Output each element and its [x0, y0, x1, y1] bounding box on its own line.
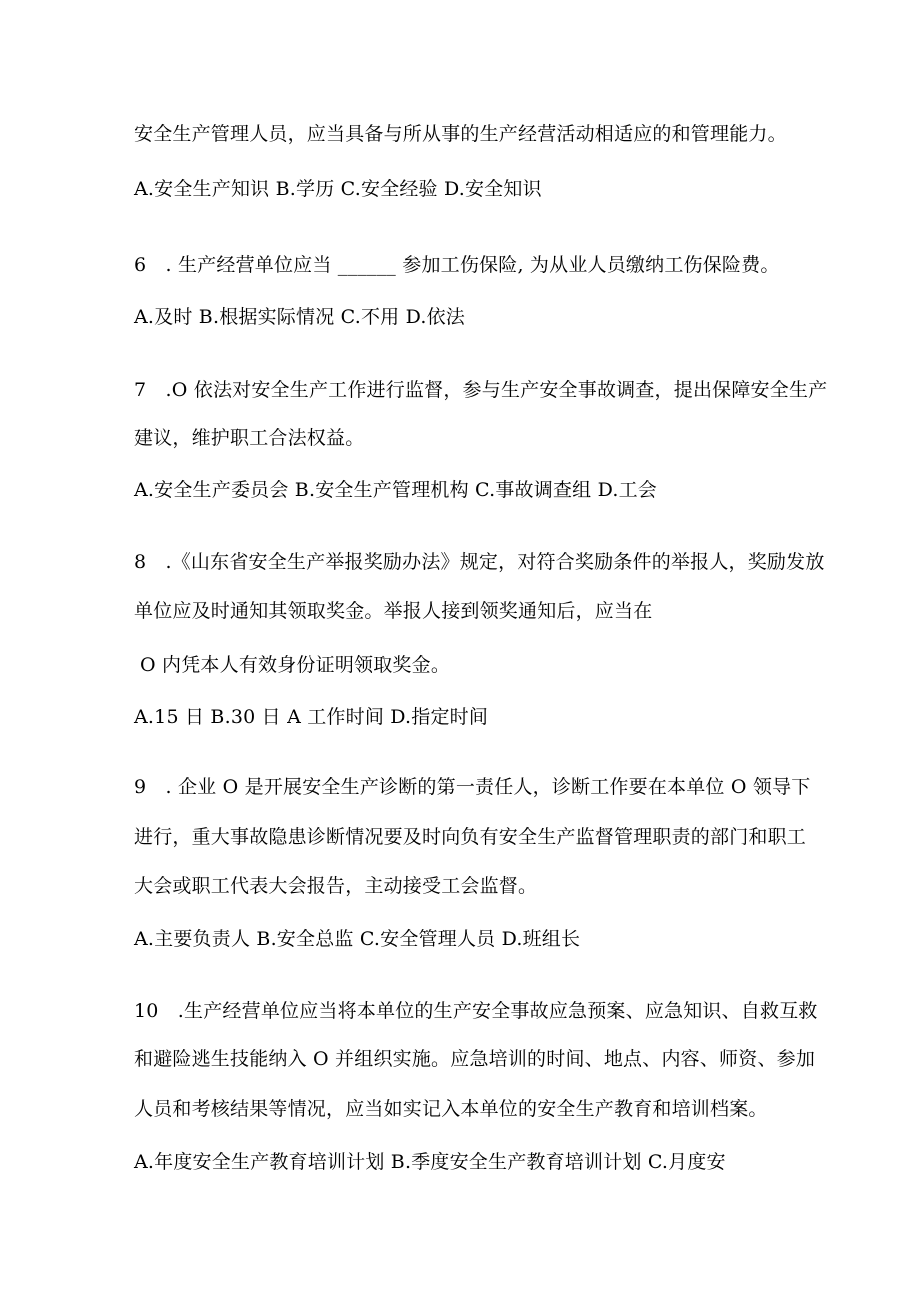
question-9-stem-line-2: 进行，重大事故隐患诊断情况要及时向负有安全生产监督管理职责的部门和职工 [134, 826, 807, 848]
question-10-stem-line-3: 人员和考核结果等情况，应当如实记入本单位的安全生产教育和培训档案。 [134, 1098, 768, 1120]
question-5-options: A.安全生产知识 B.学历 C.安全经验 D.安全知识 [134, 178, 542, 200]
question-9-stem-line-3: 大会或职工代表大会报告，主动接受工会监督。 [134, 875, 538, 897]
question-6-stem: 6 . 生产经营单位应当 ______ 参加工伤保险, 为从业人员缴纳工伤保险费。 [134, 254, 780, 276]
question-5-stem: 安全生产管理人员，应当具备与所从事的生产经营活动相适应的和管理能力。 [134, 123, 787, 145]
question-8-options: A.15 日 B.30 日 A 工作时间 D.指定时间 [134, 706, 489, 728]
question-10-stem-line-2: 和避险逃生技能纳入 O 并组织实施。应急培训的时间、地点、内容、师资、参加 [134, 1048, 816, 1070]
question-8-stem-line-2: 单位应及时通知其领取奖金。举报人接到领奖通知后，应当在 [134, 600, 653, 622]
question-9-stem-line-1: 9 . 企业 O 是开展安全生产诊断的第一责任人，诊断工作要在本单位 O 领导下 [134, 776, 811, 798]
question-7-options: A.安全生产委员会 B.安全生产管理机构 C.事故调查组 D.工会 [134, 479, 657, 501]
question-7-stem-line-2: 建议，维护职工合法权益。 [134, 427, 365, 449]
question-9-options: A.主要负责人 B.安全总监 C.安全管理人员 D.班组长 [134, 928, 581, 950]
question-8-stem-line-3: O 内凭本人有效身份证明领取奖金。 [140, 654, 451, 676]
question-7-stem-line-1: 7 .O 依法对安全生产工作进行监督，参与生产安全事故调查，提出保障安全生产 [134, 379, 828, 401]
question-10-options: A.年度安全生产教育培训计划 B.季度安全生产教育培训计划 C.月度安 [134, 1151, 726, 1173]
question-8-stem-line-1: 8 .《山东省安全生产举报奖励办法》规定，对符合奖励条件的举报人，奖励发放 [134, 551, 825, 573]
question-10-stem-line-1: 10 .生产经营单位应当将本单位的生产安全事故应急预案、应急知识、自救互救 [134, 1000, 818, 1022]
question-6-options: A.及时 B.根据实际情况 C.不用 D.依法 [134, 306, 465, 328]
